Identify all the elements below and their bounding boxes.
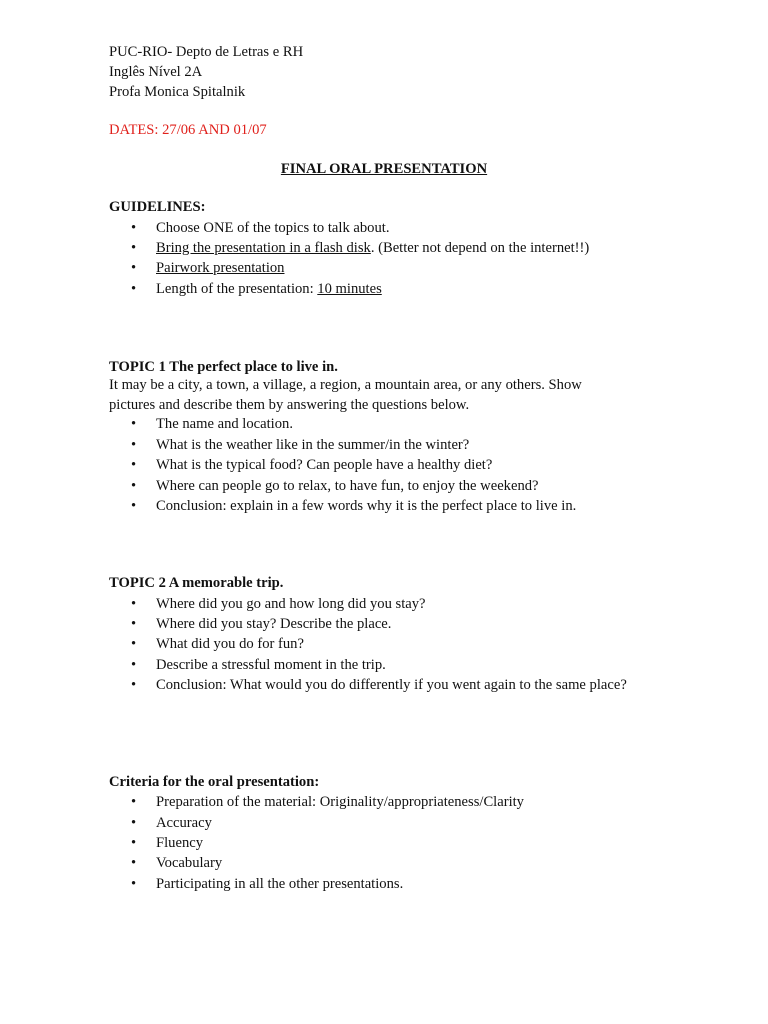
- criteria-item: Participating in all the other presentations.: [156, 876, 404, 892]
- bullet-icon: •: [131, 437, 137, 453]
- topic1-intro: pictures and describe them by answering the questions below.: [109, 397, 470, 413]
- topic1-intro: It may be a city, a town, a village, a region, a mountain area, or any others. Show: [109, 377, 582, 393]
- topic2-item: Where did you go and how long did you stay?: [156, 596, 426, 612]
- criteria-item: Fluency: [156, 835, 204, 851]
- topic1-item: What is the typical food? Can people have a healthy diet?: [156, 457, 493, 473]
- bullet-icon: •: [131, 835, 137, 851]
- topic2-item: Where did you stay? Describe the place.: [156, 616, 392, 632]
- topic1-item: Conclusion: explain in a few words why it is the perfect place to live in.: [156, 498, 577, 514]
- bullet-icon: •: [131, 636, 137, 652]
- dates-line: DATES: 27/06 AND 01/07: [109, 122, 267, 138]
- topic1-item: The name and location.: [156, 416, 293, 432]
- bullet-icon: •: [131, 498, 137, 514]
- guideline-item: Choose ONE of the topics to talk about.: [156, 220, 390, 236]
- bullet-icon: •: [131, 220, 137, 236]
- guideline-item-underlined: Bring the presentation in a flash disk: [156, 240, 371, 256]
- document-title: FINAL ORAL PRESENTATION: [280, 161, 488, 177]
- bullet-icon: •: [131, 416, 137, 432]
- guidelines-heading: GUIDELINES:: [109, 199, 206, 215]
- header-teacher: Profa Monica Spitalnik: [109, 84, 246, 100]
- topic2-item: What did you do for fun?: [156, 636, 304, 652]
- guideline-item-underlined: 10 minutes: [317, 281, 382, 297]
- header-course-level: Inglês Nível 2A: [109, 64, 203, 80]
- bullet-icon: •: [131, 855, 137, 871]
- bullet-icon: •: [131, 677, 137, 693]
- bullet-icon: •: [131, 457, 137, 473]
- topic2-item: Describe a stressful moment in the trip.: [156, 657, 386, 673]
- guideline-item-rest: . (Better not depend on the internet!!): [370, 240, 590, 256]
- criteria-item: Vocabulary: [156, 855, 223, 871]
- topic2-item: Conclusion: What would you do differently if you went again to the same place?: [156, 677, 627, 693]
- bullet-icon: •: [131, 596, 137, 612]
- guideline-item: [156, 281, 382, 298]
- guideline-item: Pairwork presentation: [156, 260, 285, 276]
- header-institution: PUC-RIO- Depto de Letras e RH: [109, 44, 304, 60]
- criteria-item: Accuracy: [156, 815, 212, 831]
- bullet-icon: •: [131, 876, 137, 892]
- guideline-item: [156, 240, 589, 257]
- criteria-heading: Criteria for the oral presentation:: [109, 774, 320, 790]
- guideline-item-prefix: Length of the presentation:: [156, 281, 318, 297]
- bullet-icon: •: [131, 616, 137, 632]
- bullet-icon: •: [131, 240, 137, 256]
- topic2-heading: TOPIC 2 A memorable trip.: [109, 575, 284, 591]
- topic1-heading: TOPIC 1 The perfect place to live in.: [109, 359, 338, 375]
- topic1-item: What is the weather like in the summer/in the winter?: [156, 437, 470, 453]
- bullet-icon: •: [131, 794, 137, 810]
- bullet-icon: •: [131, 815, 137, 831]
- bullet-icon: •: [131, 657, 137, 673]
- bullet-icon: •: [131, 478, 137, 494]
- criteria-item: Preparation of the material: Originality/appropriateness/Clarity: [156, 794, 524, 810]
- bullet-icon: •: [131, 281, 137, 297]
- bullet-icon: •: [131, 260, 137, 276]
- topic1-item: Where can people go to relax, to have fun, to enjoy the weekend?: [156, 478, 539, 494]
